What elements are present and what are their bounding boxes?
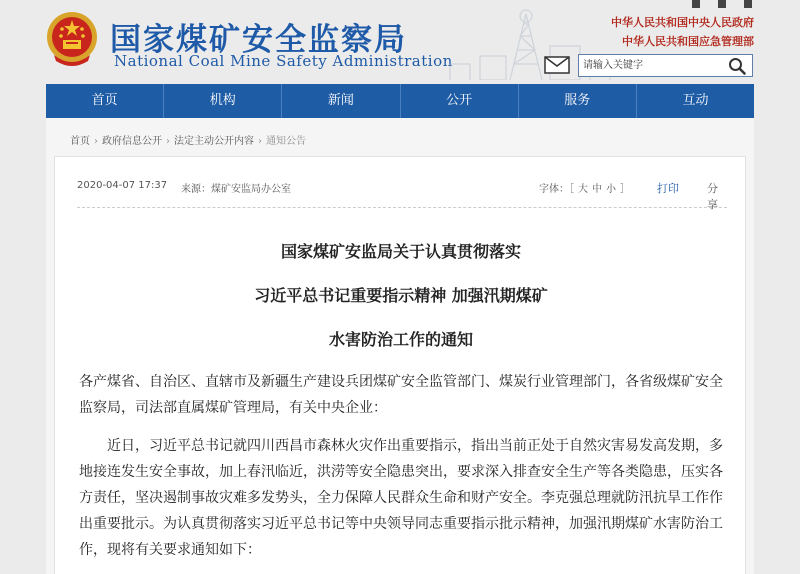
breadcrumb-gov-info[interactable]: 政府信息公开 xyxy=(102,136,162,147)
gov-link-central[interactable]: 中华人民共和国中央人民政府 xyxy=(611,16,754,29)
font-size-label: 字体： xyxy=(539,184,569,195)
search-icon[interactable] xyxy=(728,57,746,75)
site-header xyxy=(0,0,800,84)
print-link[interactable]: 打印 xyxy=(657,182,679,195)
mail-icon[interactable] xyxy=(544,56,570,74)
breadcrumb-home[interactable]: 首页 xyxy=(70,136,90,147)
font-size-small[interactable]: 小 xyxy=(606,184,616,195)
breadcrumb-separator: › xyxy=(258,136,262,147)
nav-item-service[interactable]: 服务 xyxy=(519,84,637,118)
site-title-en: National Coal Mine Safety Administration xyxy=(114,52,453,70)
nav-item-disclosure[interactable]: 公开 xyxy=(401,84,519,118)
font-size-control xyxy=(539,180,630,195)
article-paragraph: 近日，习近平总书记就四川西昌市森林火灾作出重要指示，指出当前正处于自然灾害易发高发期，多地接连发生安全事故，加上春汛临近，洪涝等安全隐患突出，要求深入排查安全生产等各类隐患，压实各方责任，坚决遏制事故灾难多发势头，全力保障人民群众生命和财产安全。李克强总理就防汛抗旱工作作出重要批示。为认真贯彻落实习近平总书记等中央领导同志重要指示批示精神，加强汛期煤矿水害防治工作，现将有关要求通知如下： xyxy=(79,438,723,558)
breadcrumb-separator: › xyxy=(94,136,98,147)
main-nav xyxy=(46,84,754,118)
font-size-bracket-open: ［ xyxy=(569,184,574,195)
breadcrumb-separator: › xyxy=(166,136,170,147)
breadcrumb xyxy=(70,132,306,147)
font-size-bracket-close: ］ xyxy=(620,184,630,195)
article-title-line: 水害防治工作的通知 xyxy=(328,330,473,349)
meta-divider xyxy=(77,207,727,208)
article-panel xyxy=(54,156,746,574)
nav-item-home[interactable]: 首页 xyxy=(46,84,164,118)
nav-item-interaction[interactable]: 互动 xyxy=(682,93,709,108)
breadcrumb-current[interactable]: 通知公告 xyxy=(266,136,306,147)
article-meta xyxy=(77,180,727,211)
article-source: 来源：煤矿安监局办公室 xyxy=(181,184,291,195)
article-title-line: 习近平总书记重要指示精神 加强汛期煤矿 xyxy=(254,286,548,305)
breadcrumb-statutory[interactable]: 法定主动公开内容 xyxy=(174,136,254,147)
page-body xyxy=(46,118,754,574)
search-box xyxy=(578,54,753,77)
site-title-cn: 国家煤矿安全监察局 xyxy=(110,22,407,58)
article-date: 2020-04-07 17:37 xyxy=(77,180,168,191)
share-link[interactable]: 分享 xyxy=(707,182,718,211)
article-title-line: 国家煤矿安监局关于认真贯彻落实 xyxy=(280,242,521,261)
font-size-large[interactable]: 大 xyxy=(578,184,588,195)
search-input[interactable] xyxy=(583,58,723,73)
font-size-medium[interactable]: 中 xyxy=(592,184,602,195)
nav-item-agency[interactable]: 机构 xyxy=(164,84,282,118)
article-paragraph: 各产煤省、自治区、直辖市及新疆生产建设兵团煤矿安全监管部门、煤炭行业管理部门，各省级煤矿安全监察局，司法部直属煤矿管理局，有关中央企业： xyxy=(79,374,723,416)
nav-item-news[interactable]: 新闻 xyxy=(282,84,400,118)
national-emblem-icon[interactable] xyxy=(46,11,98,67)
gov-link-mem[interactable]: 中华人民共和国应急管理部 xyxy=(622,35,754,48)
